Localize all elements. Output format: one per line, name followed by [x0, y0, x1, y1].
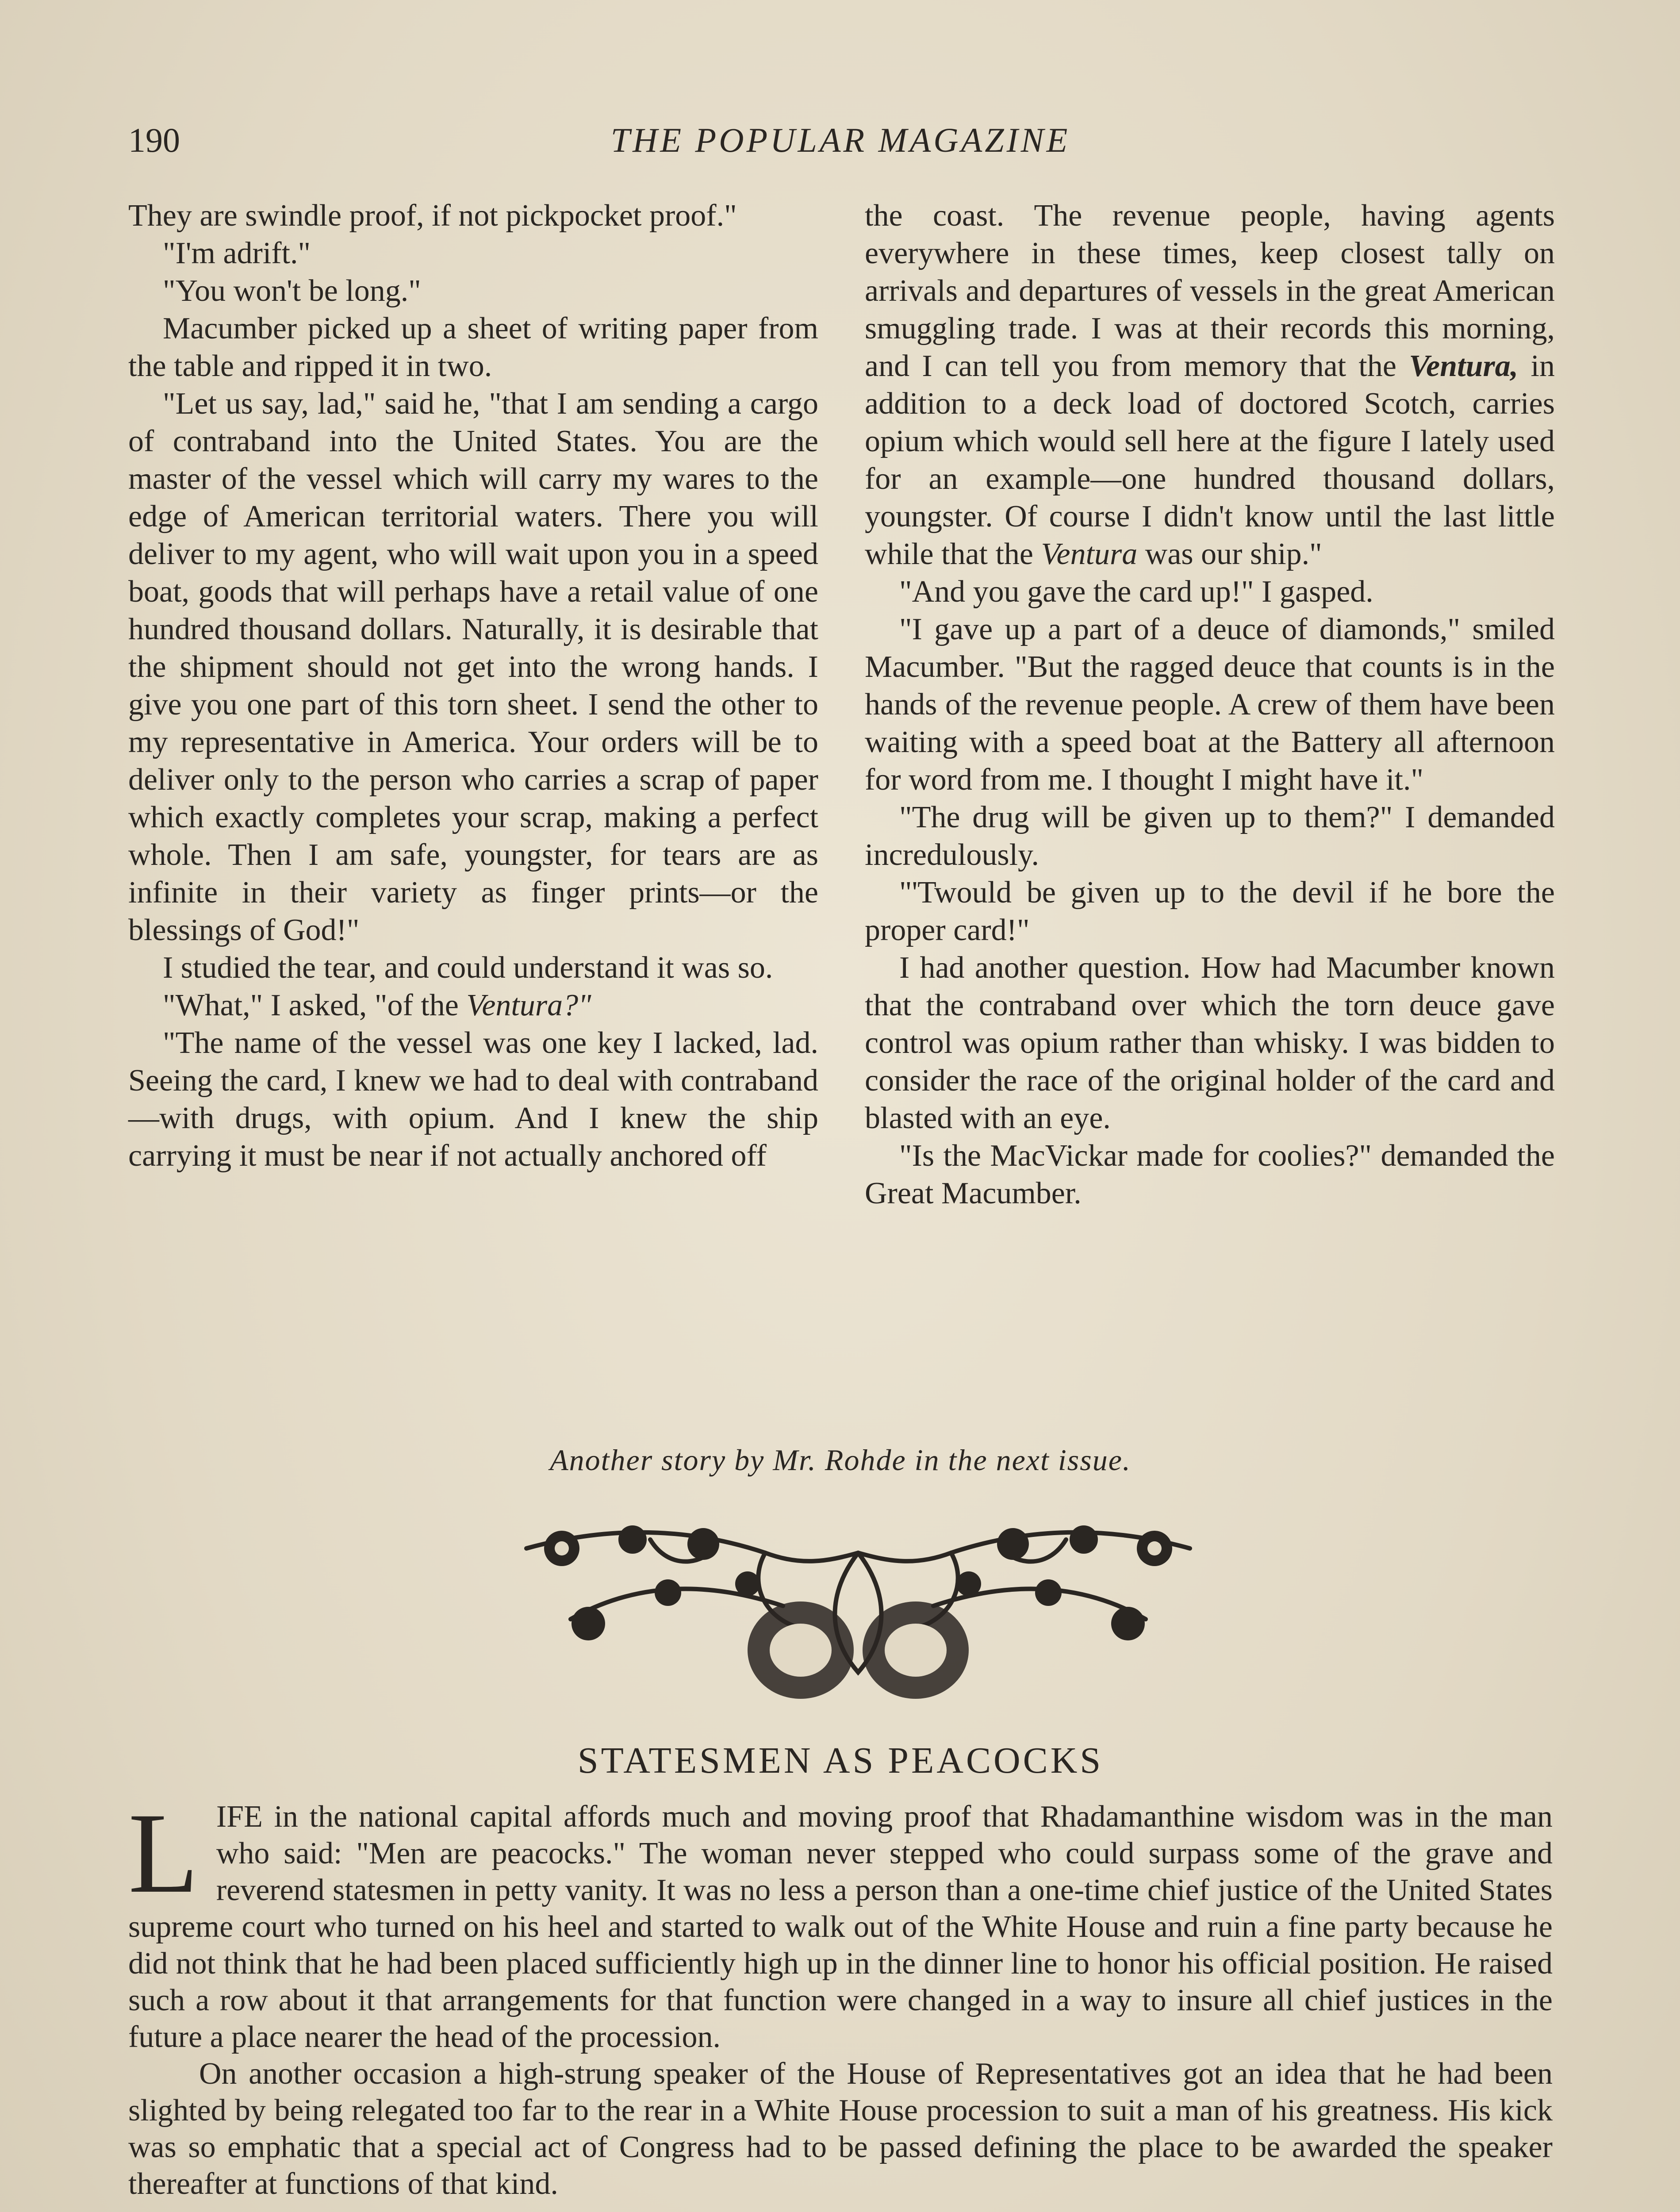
- paragraph: "'Twould be given up to the devil if he bore the proper card!": [865, 876, 1555, 947]
- next-issue-note: Another story by Mr. Rohde in the next issue.: [550, 1443, 1131, 1477]
- paragraph: "Is the MacVickar made for coolies?" demanded the Great Macumber.: [865, 1139, 1555, 1210]
- paragraph-text: "What," I asked, "of the: [163, 988, 467, 1022]
- ship-name: Ventura?": [466, 988, 591, 1022]
- paragraph: On another occasion a high-strung speaker of the House of Representatives got an idea that he had been slighted by being relegated too far to the rear in a White House procession to suit a man of his greatness. His kick was so emphatic that a special act of Congress had to be passed defining the place to be awarded the speaker thereafter at functions of that kind.: [128, 2057, 1553, 2201]
- ship-name: Ventura: [1041, 537, 1138, 571]
- paragraph-text: IFE in the national capital affords much and moving proof that Rhadamanthine wisdom was in the man who said: "Men are peacocks." The woman never stepped who could surpass some of the grave and reverend statesmen in petty vanity. It was no less a person than a one-time chief justice of the United States supreme court who turned on his heel and started to walk out of the White House and ruin a fine party because he did not think that he had been placed sufficiently high up in the dinner line to honor his official position. He raised such a row about it that arrangements for that function were changed in a way to insure all chief justices in the future a place nearer the head of the procession.: [128, 1800, 1553, 2054]
- paragraph-text: in addition to a deck load of doctored Scotch, carries opium which would sell here at the figure I lately used for an example—one hundred thousand dollars, youngster. Of course I didn't know until the last little while that the: [865, 349, 1555, 571]
- paragraph: "I'm adrift.": [163, 236, 311, 270]
- paragraph: "Let us say, lad," said he, "that I am sending a cargo of contraband into the United States. You are the master of the vessel which will carry my wares to the edge of American territorial waters. There you will deliver to my agent, who will wait upon you in a speed boat, goods that will perhaps have a retail value of one hundred thousand dollars. Naturally, it is desirable that the shipment should not get into the wrong hands. I give you one part of this torn sheet. I send the other to my representative in America. Your orders will be to deliver only to the person who carries a scrap of paper which exactly completes your scrap, making a perfect whole. Then I am safe, youngster, for tears are as infinite in their variety as finger prints—or the blessings of God!": [128, 387, 818, 947]
- paragraph: [865, 197, 1555, 573]
- paragraph: [128, 987, 818, 1024]
- paragraph: [128, 1790, 1553, 2055]
- paragraph: "And you gave the card up!" I gasped.: [899, 575, 1373, 609]
- paragraph-text: was our ship.": [1137, 537, 1322, 571]
- paragraph: They are swindle proof, if not pickpocket proof.": [128, 199, 737, 233]
- page-number: 190: [128, 121, 180, 159]
- article-title: STATESMEN AS PEACOCKS: [577, 1740, 1104, 1781]
- right-column: [865, 197, 1555, 1212]
- paragraph: "You won't be long.": [163, 274, 421, 308]
- magazine-title: THE POPULAR MAGAZINE: [610, 121, 1070, 159]
- drop-cap: L: [128, 1790, 199, 1917]
- paragraph: I studied the tear, and could understand it was so.: [163, 951, 773, 985]
- ship-name: Ventura,: [1409, 349, 1519, 383]
- paragraph: "The name of the vessel was one key I lacked, lad. Seeing the card, I knew we had to deal with contraband—with drugs, with opium. And I knew the ship carrying it must be near if not actually anchored off: [128, 1026, 818, 1173]
- paragraph-text: the coast. The revenue people, having agents everywhere in these times, keep closest tally on arrivals and departures of vessels in the great American smuggling trade. I was at their records this morning, and I can tell you from memory that the: [865, 199, 1555, 383]
- paragraph: "I gave up a part of a deuce of diamonds," smiled Macumber. "But the ragged deuce that counts is in the hands of the revenue people. A crew of them have been waiting with a speed boat at the Battery all afternoon for word from me. I thought I might have it.": [865, 612, 1555, 797]
- paragraph: "The drug will be given up to them?" I demanded incredulously.: [865, 800, 1555, 872]
- article-body: [128, 1790, 1553, 2202]
- left-column: [128, 197, 818, 1175]
- page-header: [128, 116, 1553, 173]
- paragraph: Macumber picked up a sheet of writing paper from the table and ripped it in two.: [128, 311, 818, 383]
- paragraph: I had another question. How had Macumber known that the contraband over which the torn deuce gave control was opium rather than whisky. I was bidden to consider the race of the original holder of the card and blasted with an eye.: [865, 951, 1555, 1135]
- pomegranate-ornament-icon: [518, 1522, 1199, 1708]
